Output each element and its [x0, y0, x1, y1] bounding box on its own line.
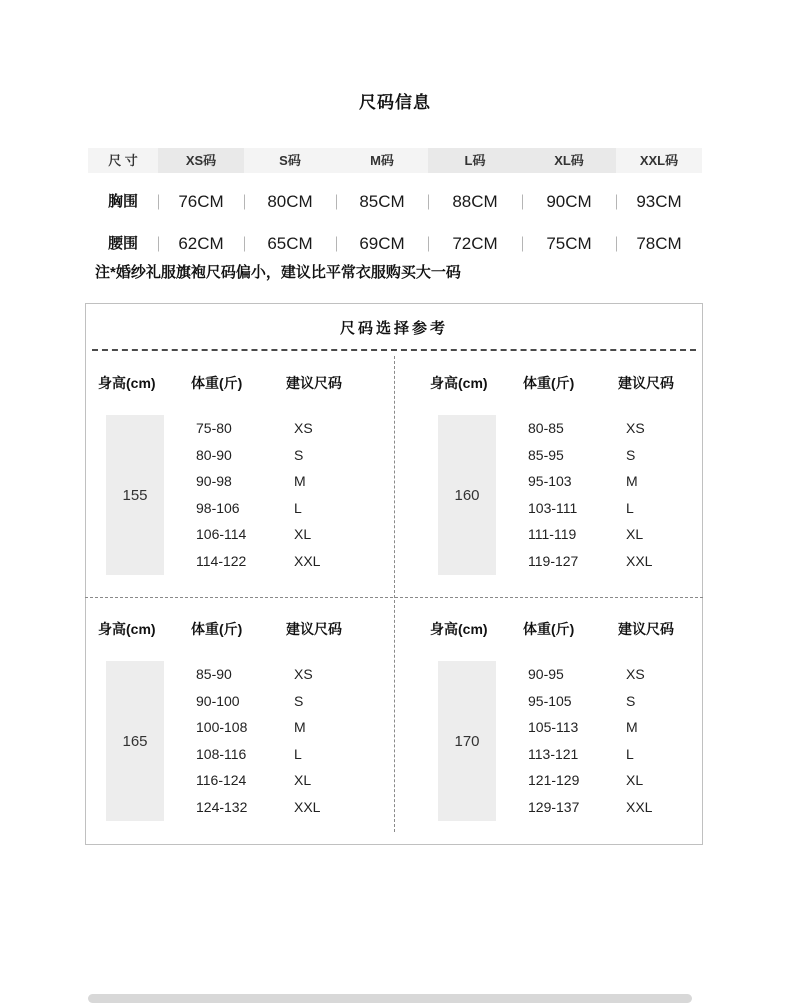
cell-value: 75CM — [546, 234, 592, 253]
size-column — [294, 415, 320, 575]
suggested-size: S — [294, 692, 304, 709]
height-block — [106, 415, 164, 575]
weight-range: 100-108 — [196, 719, 248, 735]
suggested-size: XL — [626, 526, 644, 542]
weight-range: 90-95 — [528, 666, 564, 682]
separator-bar — [244, 195, 245, 210]
table-cell — [336, 189, 428, 215]
size-column — [626, 661, 652, 821]
section-header-row — [98, 351, 394, 393]
separator-bar — [428, 195, 429, 210]
height-value: 155 — [122, 486, 148, 504]
separator-bar — [616, 195, 617, 210]
size-table-header-cell: XXL码 — [616, 148, 702, 173]
size-note: 注*婚纱礼服旗袍尺码偏小，建议比平常衣服购买大一码 — [95, 264, 461, 281]
cell-value: 65CM — [267, 234, 313, 253]
table-cell — [522, 189, 616, 215]
size-table-header-row — [88, 148, 702, 173]
cell-value: 88CM — [452, 192, 498, 211]
cell-value: 93CM — [636, 192, 682, 211]
size-table-header-cell: XL码 — [522, 148, 616, 173]
col-header-weight: 体重(斤) — [191, 375, 243, 391]
section-header-row — [430, 351, 702, 393]
weight-range: 98-106 — [196, 499, 240, 516]
weight-range: 106-114 — [196, 526, 247, 542]
weight-range: 103-111 — [528, 499, 578, 516]
reference-title: 尺码选择参考 — [339, 320, 448, 337]
dashed-divider-vertical — [394, 356, 395, 832]
suggested-size: L — [626, 745, 634, 762]
suggested-size: XS — [626, 666, 645, 682]
separator-bar — [522, 237, 523, 252]
col-header-weight: 体重(斤) — [191, 621, 243, 637]
cell-value: 90CM — [546, 192, 592, 211]
table-cell — [336, 231, 428, 257]
height-block — [438, 661, 496, 821]
weight-range: 114-122 — [196, 552, 247, 569]
cell-value: 62CM — [178, 234, 224, 253]
row-label: 腰围 — [107, 235, 138, 252]
weight-range: 80-85 — [528, 420, 564, 436]
bottom-partial-bar — [88, 994, 692, 1003]
suggested-size: M — [294, 473, 306, 489]
cell-value: 69CM — [359, 234, 405, 253]
separator-bar — [336, 195, 337, 210]
cell-value: 85CM — [359, 192, 405, 211]
weight-column — [528, 415, 596, 575]
table-cell — [158, 189, 244, 215]
size-column — [626, 415, 652, 575]
col-header-size: 建议尺码 — [286, 375, 342, 391]
weight-range: 124-132 — [196, 798, 248, 815]
table-cell — [616, 189, 702, 215]
suggested-size: S — [626, 692, 636, 709]
reference-section-160 — [394, 351, 702, 597]
col-header-height: 身高(cm) — [430, 375, 488, 391]
suggested-size: S — [294, 446, 304, 463]
weight-range: 95-105 — [528, 692, 572, 709]
weight-range: 116-124 — [196, 772, 247, 788]
col-header-weight: 体重(斤) — [523, 621, 575, 637]
separator-bar — [158, 195, 159, 210]
weight-range: 113-121 — [528, 745, 579, 762]
suggested-size: S — [626, 446, 636, 463]
height-value: 160 — [454, 486, 480, 504]
cell-value: 80CM — [267, 192, 313, 211]
size-table-row-bust — [88, 189, 702, 215]
size-reference-box — [85, 303, 703, 845]
table-cell — [616, 231, 702, 257]
height-block — [106, 661, 164, 821]
size-column — [294, 661, 320, 821]
separator-bar — [158, 237, 159, 252]
weight-column — [528, 661, 596, 821]
table-cell — [428, 189, 522, 215]
suggested-size: M — [294, 719, 306, 735]
cell-value: 78CM — [636, 234, 682, 253]
size-table-row-waist — [88, 231, 702, 257]
weight-range: 75-80 — [196, 420, 232, 436]
reference-section-170 — [394, 597, 702, 840]
col-header-height: 身高(cm) — [98, 375, 156, 391]
size-table-header-cell: 尺 寸 — [88, 148, 158, 173]
col-header-height: 身高(cm) — [430, 621, 488, 637]
suggested-size: XXL — [626, 798, 653, 815]
col-header-weight: 体重(斤) — [523, 375, 575, 391]
weight-range: 85-90 — [196, 666, 232, 682]
suggested-size: XXL — [294, 798, 321, 815]
page-title: 尺码信息 — [359, 93, 431, 112]
dashed-divider-horizontal — [85, 597, 703, 598]
col-header-size: 建议尺码 — [618, 621, 674, 637]
weight-range: 80-90 — [196, 446, 232, 463]
section-header-row — [430, 597, 702, 639]
size-table-header-cell: L码 — [428, 148, 522, 173]
weight-range: 129-137 — [528, 798, 580, 815]
table-cell — [522, 231, 616, 257]
section-body — [430, 661, 702, 821]
weight-range: 95-103 — [528, 473, 572, 489]
suggested-size: XS — [626, 420, 645, 436]
col-header-height: 身高(cm) — [98, 621, 156, 637]
reference-section-165 — [86, 597, 394, 840]
height-value: 170 — [454, 732, 480, 750]
section-body — [98, 415, 394, 575]
table-cell — [244, 189, 336, 215]
size-table — [88, 148, 702, 257]
section-body — [430, 415, 702, 575]
table-cell — [428, 231, 522, 257]
suggested-size: M — [626, 473, 638, 489]
separator-bar — [428, 237, 429, 252]
reference-section-155 — [86, 351, 394, 597]
col-header-size: 建议尺码 — [618, 375, 674, 391]
size-table-header-cell: S码 — [244, 148, 336, 173]
row-label: 胸围 — [107, 193, 138, 210]
suggested-size: M — [626, 719, 638, 735]
suggested-size: L — [626, 499, 634, 516]
weight-column — [196, 415, 264, 575]
section-header-row — [98, 597, 394, 639]
suggested-size: XS — [294, 666, 313, 682]
separator-bar — [522, 195, 523, 210]
height-block — [438, 415, 496, 575]
suggested-size: L — [294, 499, 302, 516]
reference-grid — [86, 351, 702, 840]
weight-range: 90-98 — [196, 473, 232, 489]
size-table-header-cell: XS码 — [158, 148, 244, 173]
weight-range: 85-95 — [528, 446, 564, 463]
weight-range: 90-100 — [196, 692, 240, 709]
height-value: 165 — [122, 732, 148, 750]
suggested-size: XL — [294, 526, 312, 542]
weight-range: 111-119 — [528, 526, 577, 542]
suggested-size: L — [294, 745, 302, 762]
cell-value: 72CM — [452, 234, 498, 253]
weight-range: 119-127 — [528, 552, 579, 569]
section-body — [98, 661, 394, 821]
table-cell — [158, 231, 244, 257]
cell-value: 76CM — [178, 192, 224, 211]
size-table-header-cell: M码 — [336, 148, 428, 173]
weight-range: 121-129 — [528, 772, 580, 788]
separator-bar — [616, 237, 617, 252]
table-cell — [244, 231, 336, 257]
weight-column — [196, 661, 264, 821]
weight-range: 105-113 — [528, 719, 579, 735]
suggested-size: XL — [626, 772, 644, 788]
col-header-size: 建议尺码 — [286, 621, 342, 637]
weight-range: 108-116 — [196, 745, 247, 762]
separator-bar — [336, 237, 337, 252]
suggested-size: XS — [294, 420, 313, 436]
suggested-size: XL — [294, 772, 312, 788]
separator-bar — [244, 237, 245, 252]
suggested-size: XXL — [626, 552, 653, 569]
suggested-size: XXL — [294, 552, 321, 569]
